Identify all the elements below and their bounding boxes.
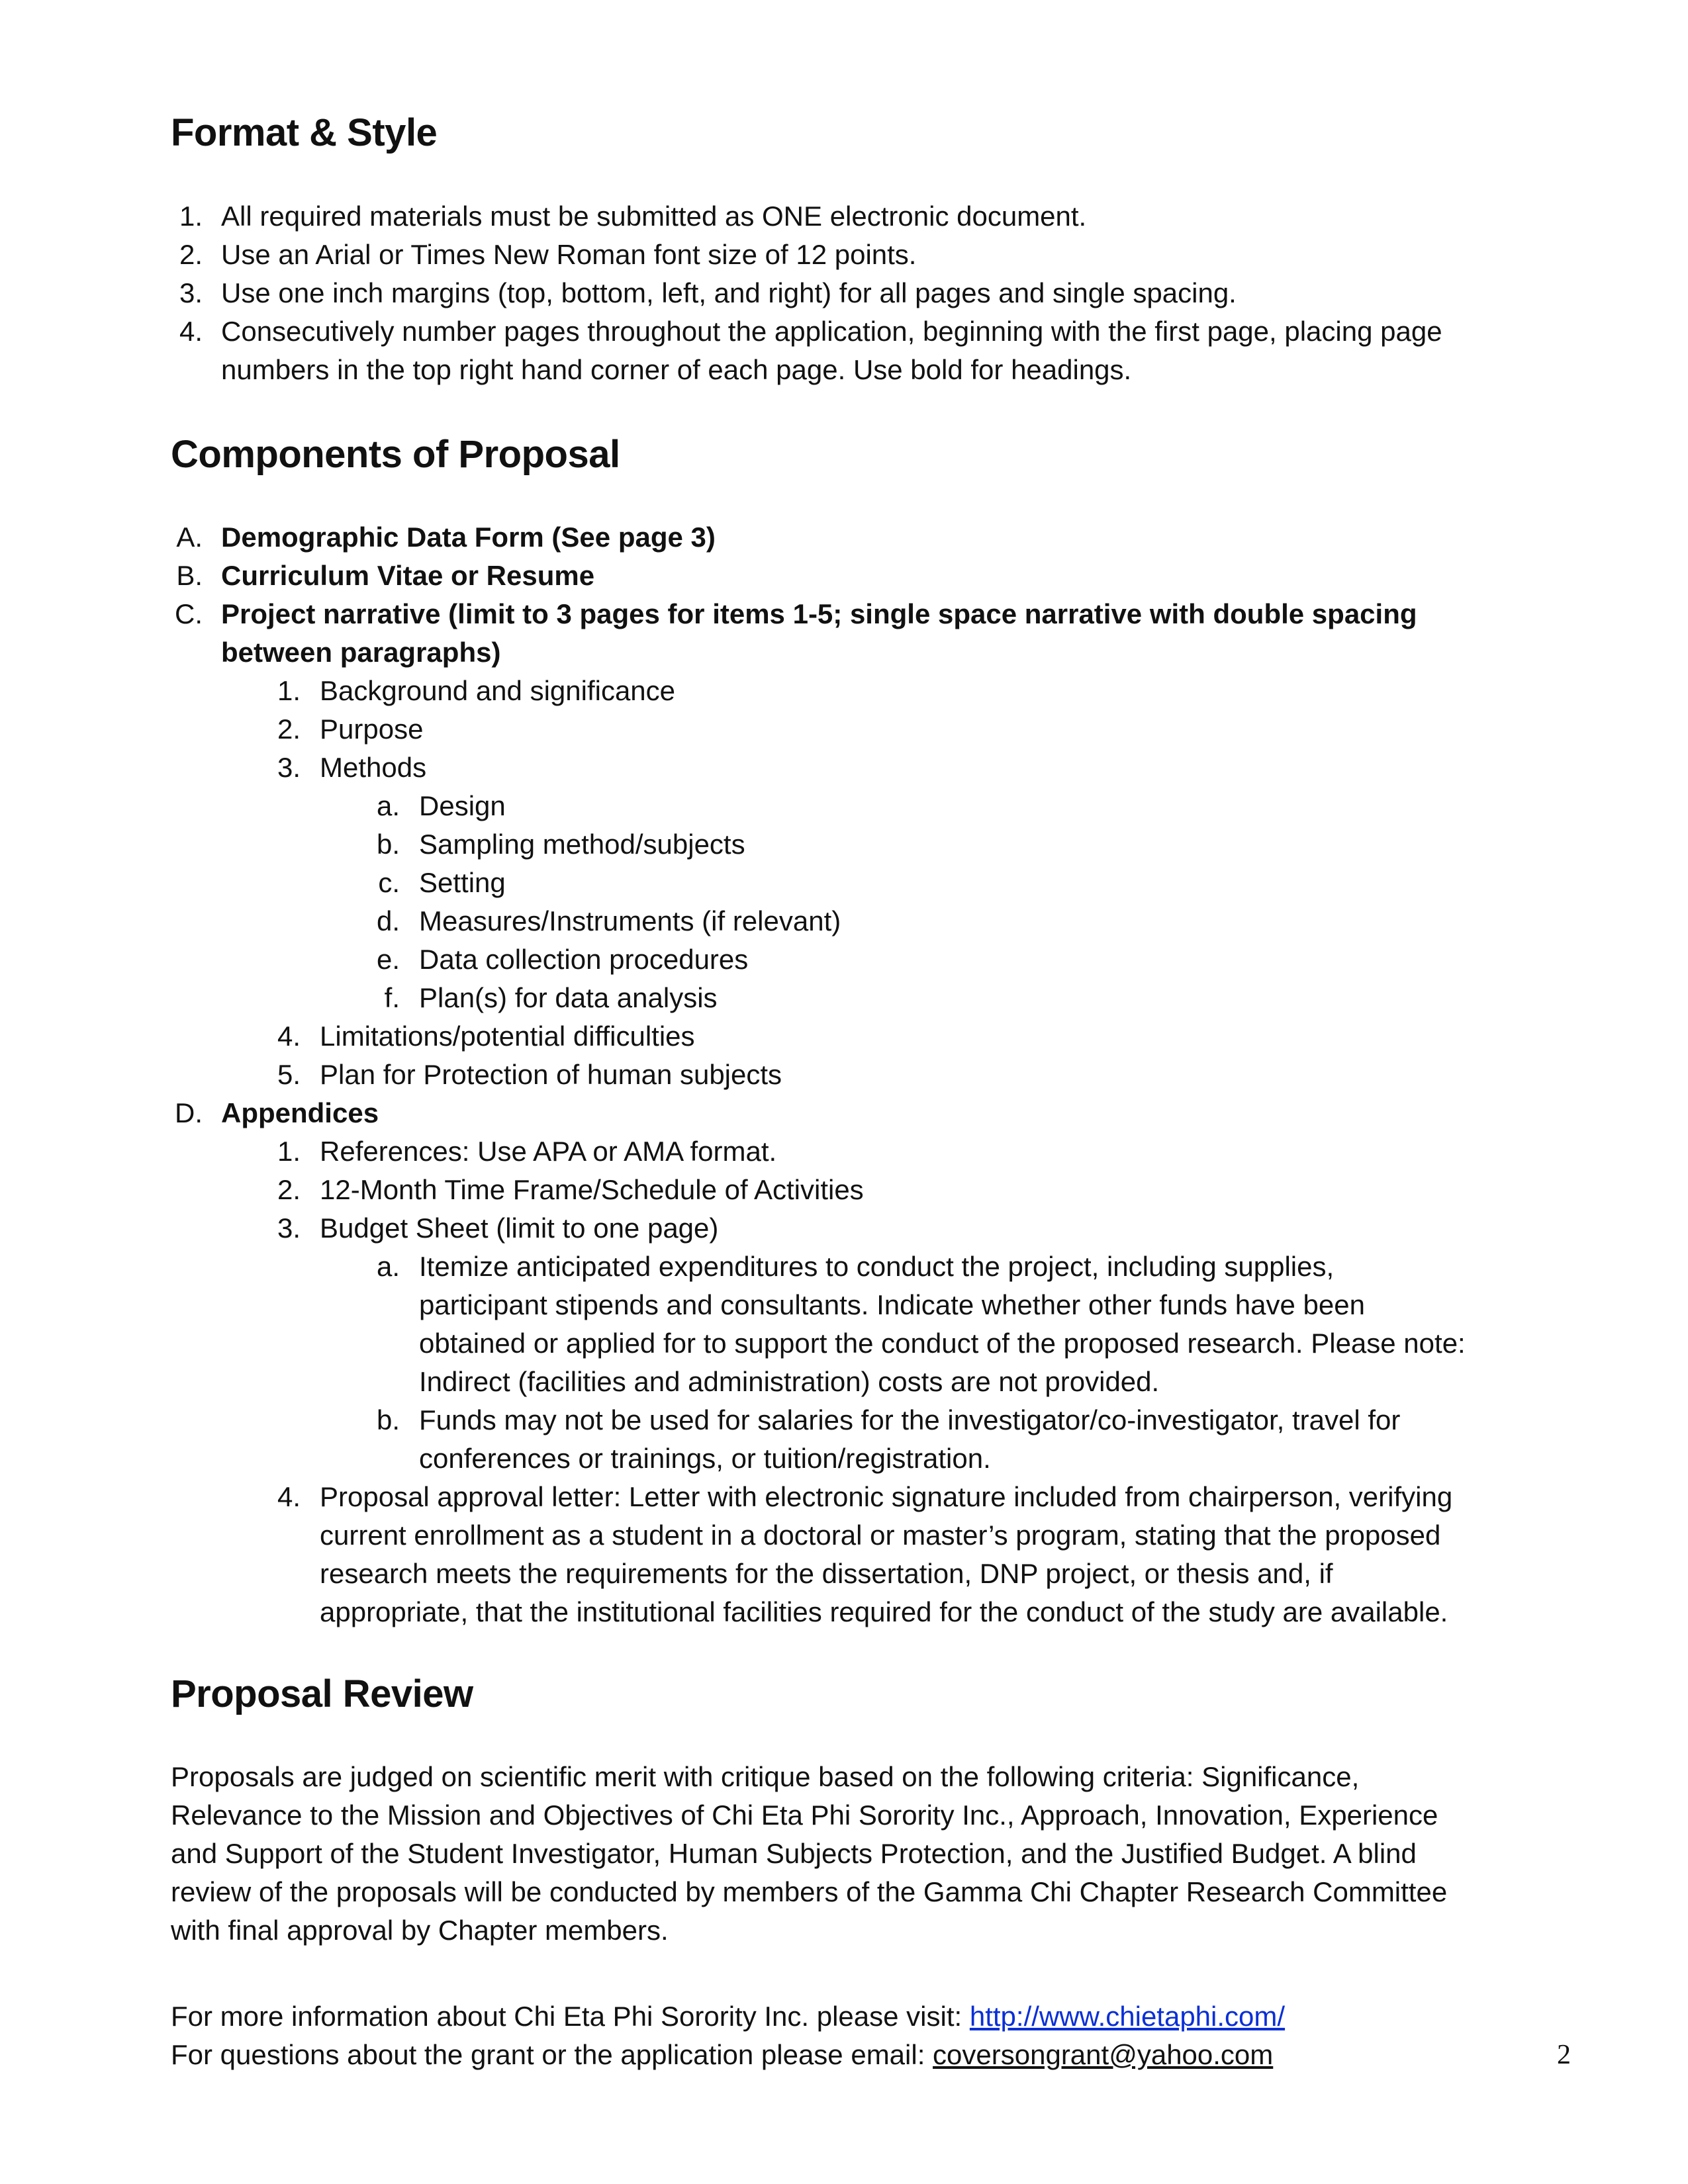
methods-item-e-text: Data collection procedures xyxy=(419,944,749,975)
methods-item-a-text: Design xyxy=(419,790,506,821)
appendix-item-2-text: 12-Month Time Frame/Schedule of Activities xyxy=(320,1174,864,1205)
budget-item-a-line-1: Itemize anticipated expenditures to conduct the project, including supplies, xyxy=(419,1251,1335,1282)
narrative-item-5-text: Plan for Protection of human subjects xyxy=(320,1059,782,1090)
component-b-text: Curriculum Vitae or Resume xyxy=(221,560,595,591)
component-b-letter: B. xyxy=(176,560,203,591)
website-link[interactable]: http://www.chietaphi.com/ xyxy=(969,2001,1286,2032)
more-info-line xyxy=(171,1997,1285,2036)
appendix-item-4-line-4: appropriate, that the institutional facilities required for the conduct of the study are available. xyxy=(320,1596,1448,1627)
format-style-heading: Format & Style xyxy=(171,111,438,154)
review-paragraph-line-5: with final approval by Chapter members. xyxy=(171,1915,669,1946)
review-paragraph-line-2: Relevance to the Mission and Objectives of Chi Eta Phi Sorority Inc., Approach, Innovation, Experience xyxy=(171,1799,1438,1831)
narrative-item-1-number: 1. xyxy=(277,675,301,706)
methods-item-c-letter: c. xyxy=(378,867,400,898)
email-link[interactable]: coversongrant@yahoo.com xyxy=(933,2039,1274,2070)
appendix-item-1-text: References: Use APA or AMA format. xyxy=(320,1136,777,1167)
methods-item-f-letter: f. xyxy=(384,982,400,1013)
narrative-item-3-number: 3. xyxy=(277,752,301,783)
format-item-4-text-line-2: numbers in the top right hand corner of each page. Use bold for headings. xyxy=(221,354,1132,385)
narrative-item-4-text: Limitations/potential difficulties xyxy=(320,1021,695,1052)
review-paragraph-line-3: and Support of the Student Investigator, Human Subjects Protection, and the Justified Budget. A blind xyxy=(171,1838,1417,1869)
methods-item-e-letter: e. xyxy=(376,944,400,975)
appendix-item-1-number: 1. xyxy=(277,1136,301,1167)
component-a-text: Demographic Data Form (See page 3) xyxy=(221,522,716,553)
budget-item-a-line-3: obtained or applied for to support the conduct of the proposed research. Please note: xyxy=(419,1328,1466,1359)
review-paragraph-line-1: Proposals are judged on scientific merit with critique based on the following criteria: Significance, xyxy=(171,1761,1360,1792)
proposal-review-heading: Proposal Review xyxy=(171,1672,473,1715)
budget-item-a-line-2: participant stipends and consultants. Indicate whether other funds have been xyxy=(419,1289,1365,1320)
narrative-item-1-text: Background and significance xyxy=(320,675,676,706)
narrative-item-3-text: Methods xyxy=(320,752,427,783)
review-paragraph-line-4: review of the proposals will be conducted by members of the Gamma Chi Chapter Research Committee xyxy=(171,1876,1448,1907)
budget-item-b-letter: b. xyxy=(376,1404,400,1435)
format-item-4-number: 4. xyxy=(179,316,203,347)
budget-item-a-line-4: Indirect (facilities and administration) costs are not provided. xyxy=(419,1366,1160,1397)
format-item-2-number: 2. xyxy=(179,239,203,270)
methods-item-b-text: Sampling method/subjects xyxy=(419,829,745,860)
appendix-item-4-line-1: Proposal approval letter: Letter with electronic signature included from chairperson, verifying xyxy=(320,1481,1453,1512)
components-heading: Components of Proposal xyxy=(171,433,620,476)
methods-item-a-letter: a. xyxy=(376,790,400,821)
component-c-text-line-2: between paragraphs) xyxy=(221,637,501,668)
narrative-item-4-number: 4. xyxy=(277,1021,301,1052)
questions-line xyxy=(171,2036,1273,2074)
component-a-letter: A. xyxy=(176,522,203,553)
methods-item-d-letter: d. xyxy=(376,905,400,936)
budget-item-b-line-1: Funds may not be used for salaries for the investigator/co-investigator, travel for xyxy=(419,1404,1401,1435)
methods-item-c-text: Setting xyxy=(419,867,506,898)
component-c-letter: C. xyxy=(175,598,203,629)
methods-item-b-letter: b. xyxy=(376,829,400,860)
format-item-3-number: 3. xyxy=(179,277,203,308)
page-number: 2 xyxy=(1557,2040,1571,2070)
component-d-letter: D. xyxy=(175,1097,203,1128)
appendix-item-4-number: 4. xyxy=(277,1481,301,1512)
format-item-1-text: All required materials must be submitted as ONE electronic document. xyxy=(221,201,1087,232)
appendix-item-3-text: Budget Sheet (limit to one page) xyxy=(320,1212,719,1244)
more-info-text: For more information about Chi Eta Phi Sorority Inc. please visit: xyxy=(171,2001,970,2032)
format-item-4-text-line-1: Consecutively number pages throughout the application, beginning with the first page, placing page xyxy=(221,316,1442,347)
format-item-1-number: 1. xyxy=(179,201,203,232)
appendix-item-4-line-3: research meets the requirements for the dissertation, DNP project, or thesis and, if xyxy=(320,1558,1333,1589)
appendix-item-2-number: 2. xyxy=(277,1174,301,1205)
narrative-item-2-number: 2. xyxy=(277,713,301,745)
methods-item-f-text: Plan(s) for data analysis xyxy=(419,982,718,1013)
budget-item-a-letter: a. xyxy=(376,1251,400,1282)
format-item-3-text: Use one inch margins (top, bottom, left, and right) for all pages and single spacing. xyxy=(221,277,1237,308)
appendix-item-3-number: 3. xyxy=(277,1212,301,1244)
narrative-item-2-text: Purpose xyxy=(320,713,424,745)
narrative-item-5-number: 5. xyxy=(277,1059,301,1090)
methods-item-d-text: Measures/Instruments (if relevant) xyxy=(419,905,841,936)
questions-text: For questions about the grant or the application please email: xyxy=(171,2039,933,2070)
component-c-text-line-1: Project narrative (limit to 3 pages for items 1-5; single space narrative with double spacing xyxy=(221,598,1417,629)
format-item-2-text: Use an Arial or Times New Roman font size of 12 points. xyxy=(221,239,917,270)
appendix-item-4-line-2: current enrollment as a student in a doctoral or master’s program, stating that the proposed xyxy=(320,1520,1441,1551)
component-d-text: Appendices xyxy=(221,1097,379,1128)
budget-item-b-line-2: conferences or trainings, or tuition/registration. xyxy=(419,1443,991,1474)
